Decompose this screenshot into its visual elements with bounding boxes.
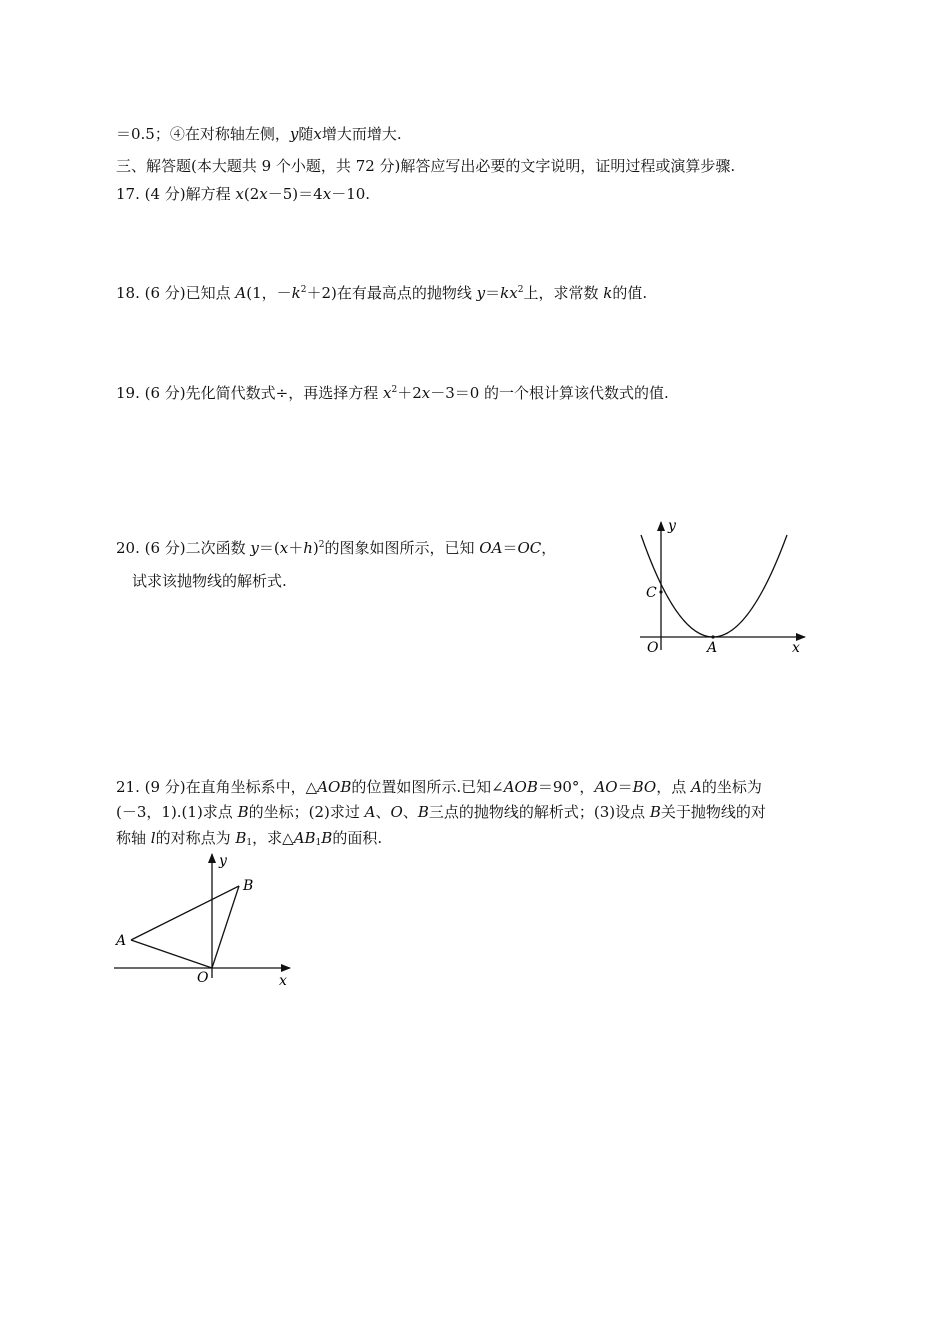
text: 的面积.: [332, 829, 383, 847]
y-axis-label: y: [219, 853, 227, 869]
triangle-figure: [108, 848, 308, 993]
label-o: O: [647, 640, 659, 656]
label-b: B: [243, 878, 254, 894]
question-18: [116, 283, 647, 303]
text: ，点: [656, 778, 691, 796]
var: k: [291, 284, 301, 302]
var: x: [509, 284, 518, 302]
var: x: [382, 384, 392, 402]
question-17: [116, 184, 370, 204]
text: (1，－: [246, 284, 292, 302]
text: 的对称点为: [155, 829, 236, 847]
var: BO: [632, 778, 657, 796]
var: AOB: [503, 778, 538, 796]
text: 、: [375, 803, 391, 821]
text: 的坐标为: [701, 778, 762, 796]
var: B: [235, 829, 247, 847]
text: ): [312, 539, 319, 557]
text: 20. (6 分)二次函数: [116, 539, 251, 557]
var: k: [603, 284, 613, 302]
var: x: [279, 539, 289, 557]
exponent: 2: [300, 285, 307, 295]
question-20: [116, 538, 556, 558]
var: x: [313, 125, 322, 143]
subscript: 1: [246, 838, 253, 848]
text: ＝0.5；④在对称轴左侧，: [116, 125, 290, 143]
subscript: 1: [315, 838, 322, 848]
var: h: [303, 539, 313, 557]
text: －10.: [331, 185, 371, 203]
text: ＋2)在有最高点的抛物线: [306, 284, 477, 302]
exponent: 2: [318, 540, 325, 550]
segment-ab: [131, 886, 239, 940]
segment-oa: [131, 940, 212, 968]
var: A: [235, 284, 247, 302]
var: B: [237, 803, 249, 821]
text: 、: [402, 803, 418, 821]
var: AB: [293, 829, 316, 847]
text-line-continuation: [116, 124, 402, 144]
var: x: [259, 185, 268, 203]
text: 19. (6 分)先化简代数式÷，再选择方程: [116, 384, 383, 402]
var: O: [390, 803, 403, 821]
text: ＋2: [397, 384, 422, 402]
text: 增大而增大.: [321, 125, 402, 143]
var: OC: [517, 539, 542, 557]
text: (2: [243, 185, 260, 203]
question-21: [116, 777, 762, 797]
var: y: [250, 539, 259, 557]
text: ＝: [485, 284, 501, 302]
text: (－3，1).(1)求点: [116, 803, 238, 821]
var: OA: [479, 539, 503, 557]
point-a: [711, 635, 714, 638]
text: 上，求常数: [523, 284, 604, 302]
question-21-line2: [116, 802, 766, 822]
question-21-line3: [116, 828, 382, 848]
y-axis-label: y: [668, 518, 676, 534]
var: x: [235, 185, 244, 203]
x-axis-label: x: [279, 973, 287, 989]
text: ，: [541, 539, 557, 557]
text: 的坐标；(2)求过: [248, 803, 365, 821]
exponent: 2: [391, 385, 398, 395]
text: 的图象如图所示，已知: [324, 539, 480, 557]
var: AO: [594, 778, 618, 796]
parabola-curve: [641, 535, 787, 637]
text: ＝: [617, 778, 633, 796]
exponent: 2: [517, 285, 524, 295]
label-a: A: [116, 933, 127, 949]
text: 17. (4 分)解方程: [116, 185, 236, 203]
text: －5)＝4: [267, 185, 323, 203]
text: 的值.: [612, 284, 648, 302]
var: A: [690, 778, 702, 796]
label-o: O: [197, 970, 209, 986]
label-c: C: [646, 585, 657, 601]
text: 18. (6 分)已知点: [116, 284, 236, 302]
text: 的位置如图所示.已知∠: [351, 778, 504, 796]
text: 三点的抛物线的解析式；(3)设点: [428, 803, 650, 821]
var: k: [500, 284, 510, 302]
label-a: A: [707, 640, 718, 656]
text: 关于抛物线的对: [660, 803, 766, 821]
section-heading: 三、解答题(本大题共 9 个小题，共 72 分)解答应写出必要的文字说明，证明过程或演算步骤.: [116, 157, 736, 175]
var: B: [417, 803, 429, 821]
text: ，求△: [252, 829, 294, 847]
var: B: [321, 829, 333, 847]
var: l: [150, 829, 156, 847]
point-c: [659, 590, 662, 593]
text: ＝90°，: [537, 778, 595, 796]
var: x: [322, 185, 332, 203]
text: 21. (9 分)在直角坐标系中，△: [116, 778, 318, 796]
text: －3＝0 的一个根计算该代数式的值.: [430, 384, 669, 402]
var: AOB: [317, 778, 352, 796]
var: y: [476, 284, 486, 302]
text: ＝: [502, 539, 518, 557]
segment-ob: [212, 886, 239, 968]
var: A: [364, 803, 376, 821]
var: B: [649, 803, 661, 821]
text: ＝(: [258, 539, 280, 557]
text: ＋: [288, 539, 304, 557]
text: 随: [298, 125, 314, 143]
var: x: [421, 384, 431, 402]
x-axis-label: x: [792, 640, 800, 656]
question-19: [116, 383, 669, 403]
text: 称轴: [116, 829, 151, 847]
parabola-figure: [630, 510, 820, 660]
var: y: [289, 125, 299, 143]
question-20-line2: 试求该抛物线的解析式.: [132, 572, 287, 590]
